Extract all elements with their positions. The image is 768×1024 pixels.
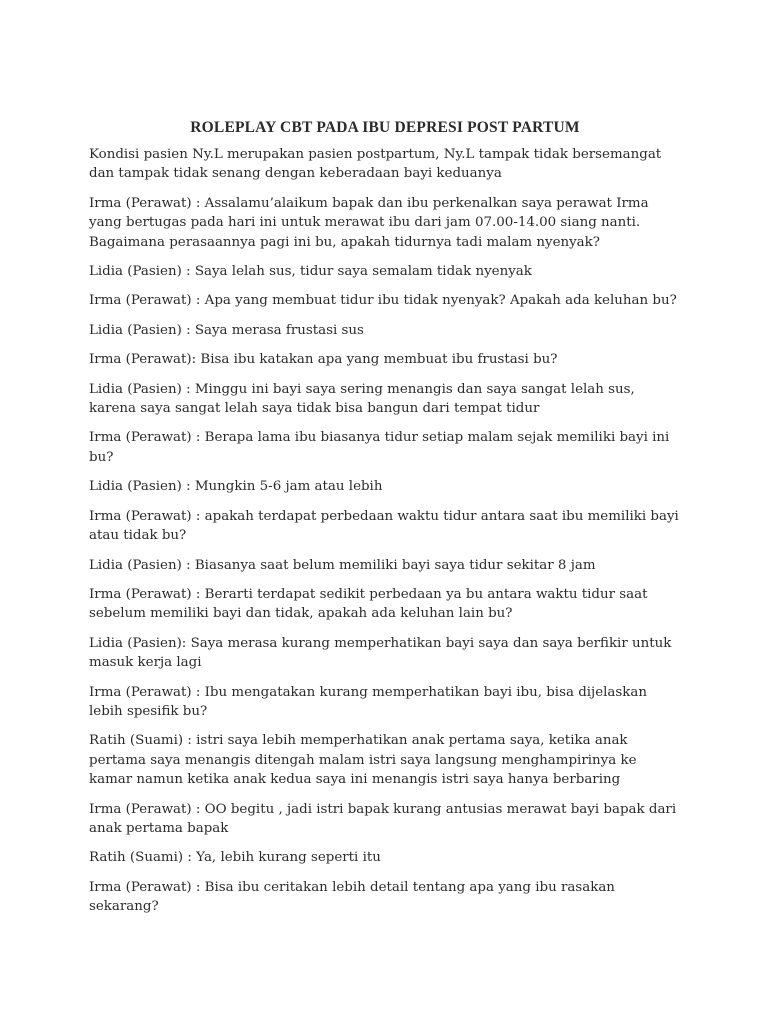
dialogue-line: Lidia (Pasien): Saya merasa kurang memperhatikan bayi saya dan saya berfikir untuk masuk kerja lagi	[89, 635, 672, 671]
dialogue-line: Ratih (Suami) : istri saya lebih memperhatikan anak pertama saya, ketika anak pertama saya menangis ditengah malam istri saya langsung menghampirinya ke kamar namun ketika anak kedua saya ini menangis istri saya hanya berbaring	[89, 733, 637, 788]
dialogue-line: Lidia (Pasien) : Saya merasa frustasi sus	[89, 322, 364, 338]
dialogue-line: Irma (Perawat) : apakah terdapat perbedaan waktu tidur antara saat ibu memiliki bayi atau tidak bu?	[89, 508, 679, 544]
dialogue-line: Lidia (Pasien) : Saya lelah sus, tidur saya semalam tidak nyenyak	[89, 264, 532, 280]
document-title: ROLEPLAY CBT PADA IBU DEPRESI POST PARTUM	[190, 119, 580, 136]
dialogue-line: Irma (Perawat) : Ibu mengatakan kurang memperhatikan bayi ibu, bisa dijelaskan lebih spesifik bu?	[89, 684, 647, 719]
dialogue-line: Irma (Perawat) : OO begitu , jadi istri bapak kurang antusias merawat bayi bapak dari anak pertama bapak	[89, 801, 677, 836]
dialogue-line: Lidia (Pasien) : Minggu ini bayi saya sering menangis dan saya sangat lelah sus, karena saya sangat lelah saya tidak bisa bangun dari tempat tidur	[89, 381, 635, 417]
dialogue-line: Lidia (Pasien) : Biasanya saat belum memiliki bayi saya tidur sekitar 8 jam	[89, 557, 596, 573]
paragraph-intro: Kondisi pasien Ny.L merupakan pasien postpartum, Ny.L tampak tidak bersemangat dan tampak tidak senang dengan keberadaan bayi keduanya	[89, 147, 662, 182]
document-page	[89, 118, 681, 927]
dialogue-line: Irma (Perawat) : Apa yang membuat tidur ibu tidak nyenyak? Apakah ada keluhan bu?	[89, 293, 677, 309]
dialogue-line: Irma (Perawat): Bisa ibu katakan apa yang membuat ibu frustasi bu?	[89, 352, 558, 368]
dialogue-line: Ratih (Suami) : Ya, lebih kurang seperti itu	[89, 850, 381, 866]
dialogue-line: Irma (Perawat) : Berapa lama ibu biasanya tidur setiap malam sejak memiliki bayi ini bu?	[89, 430, 670, 465]
dialogue-line: Lidia (Pasien) : Mungkin 5-6 jam atau lebih	[89, 479, 383, 495]
dialogue-line: Irma (Perawat) : Bisa ibu ceritakan lebih detail tentang apa yang ibu rasakan sekarang?	[89, 879, 615, 915]
dialogue-line: Irma (Perawat) : Assalamu’alaikum bapak dan ibu perkenalkan saya perawat Irma yang bertugas pada hari ini untuk merawat ibu dari jam 07.00-14.00 siang nanti. Bagaimana perasaannya pagi ini bu, apakah tidurnya tadi malam nyenyak?	[89, 195, 649, 250]
dialogue-line: Irma (Perawat) : Berarti terdapat sedikit perbedaan ya bu antara waktu tidur saat sebelum memiliki bayi dan tidak, apakah ada keluhan lain bu?	[89, 586, 648, 622]
